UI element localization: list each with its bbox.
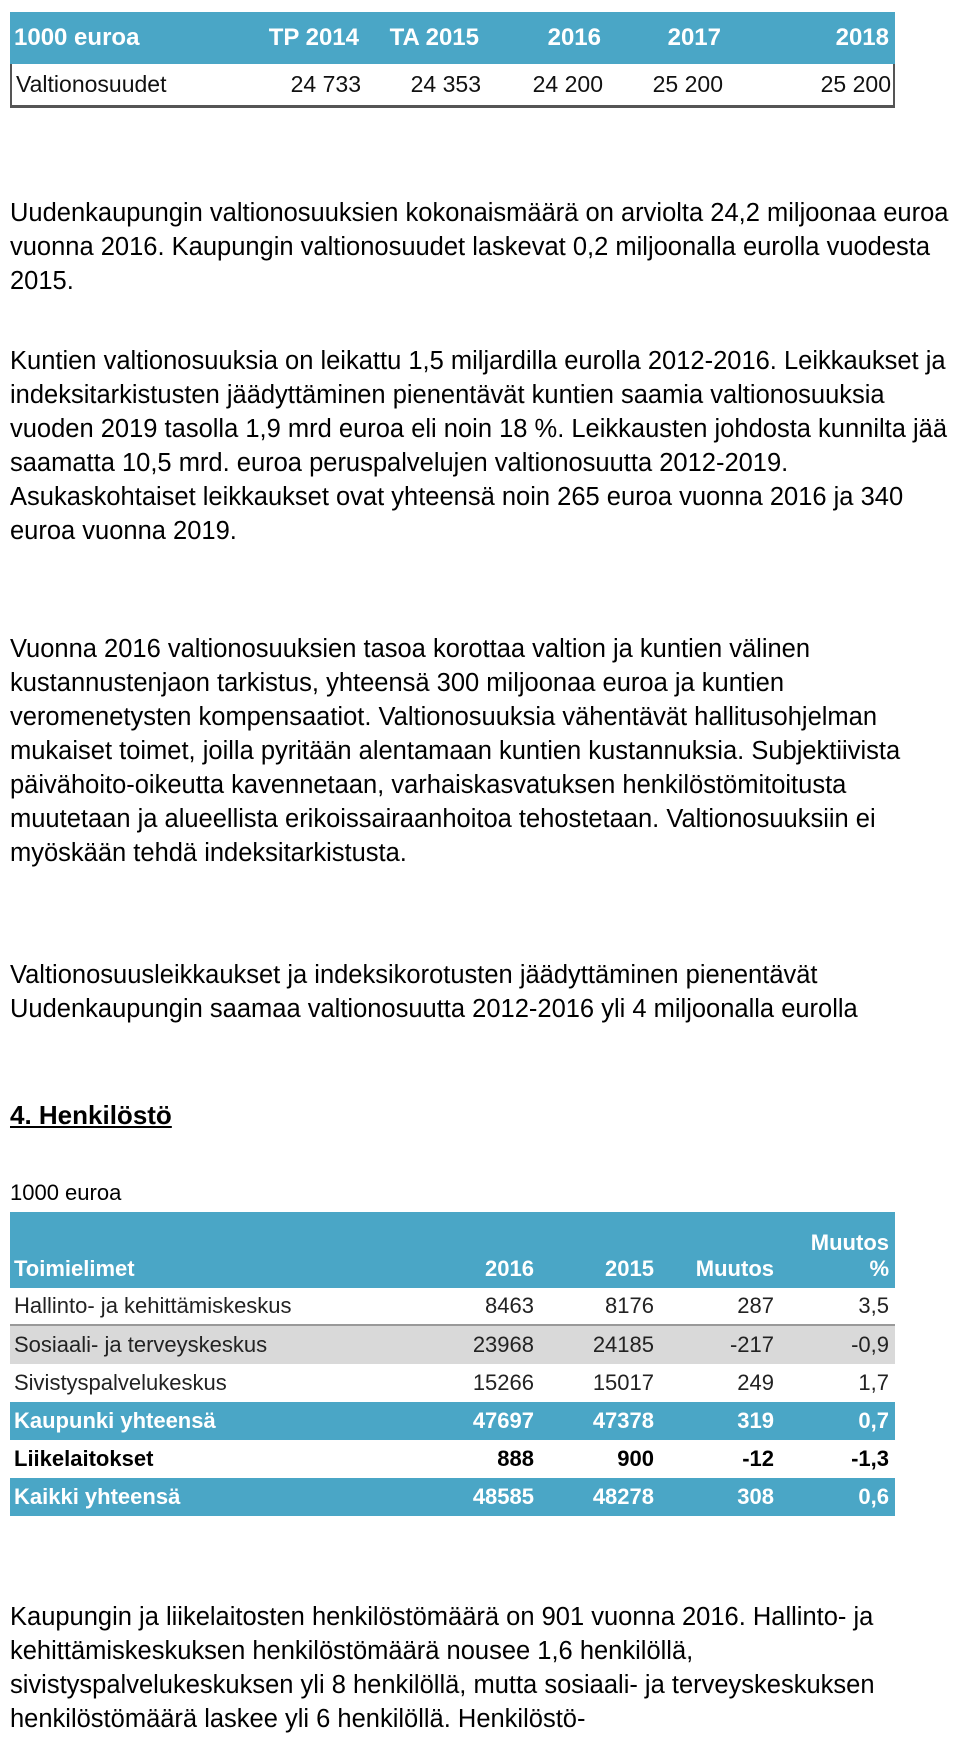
row-label: Kaikki yhteensä xyxy=(14,1484,181,1509)
cell: 8463 xyxy=(485,1293,534,1318)
state-aid-table-header xyxy=(10,12,895,64)
row-label: Valtionosuudet xyxy=(16,71,167,97)
cell: -0,9 xyxy=(851,1332,889,1357)
table-row xyxy=(10,1288,895,1326)
table-row-grand-total xyxy=(10,1478,895,1516)
row-label: Kaupunki yhteensä xyxy=(14,1408,216,1433)
row-label: Sivistyspalvelukeskus xyxy=(14,1370,227,1395)
header-cell-percent-line2: % xyxy=(869,1256,889,1281)
cell: 23968 xyxy=(472,1332,534,1357)
cell: 25 200 xyxy=(652,71,723,97)
cell: 888 xyxy=(497,1446,534,1471)
header-cell: 2015 xyxy=(605,1256,654,1281)
table-row xyxy=(10,64,895,108)
table-row xyxy=(10,1364,895,1402)
cell: 24185 xyxy=(592,1332,654,1357)
cell: 0,6 xyxy=(858,1484,889,1509)
header-cell: 2016 xyxy=(547,24,601,51)
cell: 308 xyxy=(737,1484,774,1509)
cell: 48278 xyxy=(592,1484,654,1509)
cell: 47697 xyxy=(472,1408,534,1433)
paragraph: Kuntien valtionosuuksia on leikattu 1,5 miljardilla eurolla 2012-2016. Leikkaukset ja indeksitarkistusten jäädyttäminen pienentävät kuntien saamia valtionosuuksia vuoden 2019 tasolla 1,9 mrd euroa eli noin 18 %. Leikkausten johdosta kunnilta jää saamatta 10,5 mrd. euroa peruspalvelujen valtionosuutta 2012-2019. Asukaskohtaiset leikkaukset ovat yhteensä noin 265 euroa vuonna 2016 ja 340 euroa vuonna 2019. xyxy=(10,347,948,545)
cell: 3,5 xyxy=(858,1293,889,1318)
row-label: Sosiaali- ja terveyskeskus xyxy=(14,1332,268,1357)
row-label: Liikelaitokset xyxy=(14,1446,154,1471)
cell: 319 xyxy=(737,1408,774,1433)
header-cell: Muutos xyxy=(695,1256,774,1281)
cell: 8176 xyxy=(605,1293,654,1318)
cell: 1,7 xyxy=(858,1370,889,1395)
cell: 24 200 xyxy=(532,71,603,97)
personnel-table-header xyxy=(10,1212,895,1288)
cell: 24 733 xyxy=(290,71,361,97)
header-cell: Toimielimet xyxy=(14,1256,135,1281)
cell: 24 353 xyxy=(410,71,481,97)
table-unit-label: 1000 euroa xyxy=(10,1180,122,1205)
header-cell: 2017 xyxy=(667,24,721,51)
header-cell: 2018 xyxy=(835,24,889,51)
section-heading: 4. Henkilöstö xyxy=(10,1100,172,1130)
paragraph: Uudenkaupungin valtionosuuksien kokonaismäärä on arviolta 24,2 miljoonaa euroa vuonna 2016. Kaupungin valtionosuudet laskevat 0,2 miljoonalla eurolla vuodesta 2015. xyxy=(10,199,949,295)
cell: 900 xyxy=(617,1446,654,1471)
table-row xyxy=(10,1326,895,1364)
cell: -1,3 xyxy=(851,1446,889,1471)
header-cell: 2016 xyxy=(485,1256,534,1281)
cell: 287 xyxy=(737,1293,774,1318)
cell: 48585 xyxy=(472,1484,534,1509)
header-cell: TA 2015 xyxy=(389,24,479,51)
cell: 0,7 xyxy=(858,1408,889,1433)
cell: 15017 xyxy=(592,1370,654,1395)
cell: -12 xyxy=(742,1446,774,1471)
row-label: Hallinto- ja kehittämiskeskus xyxy=(14,1293,292,1318)
paragraph: Valtionosuusleikkaukset ja indeksikorotusten jäädyttäminen pienentävät Uudenkaupungin saamaa valtionosuutta 2012-2016 yli 4 miljoonalla eurolla xyxy=(10,961,858,1023)
header-cell: TP 2014 xyxy=(268,24,359,51)
header-cell-percent xyxy=(780,1230,895,1288)
paragraph: Kaupungin ja liikelaitosten henkilöstömäärä on 901 vuonna 2016. Hallinto- ja kehittämiskeskuksen henkilöstömäärä nousee 1,6 henkilöllä, sivistyspalvelukeskuksen yli 8 henkilöllä, mutta sosiaali- ja terveyskeskuksen henkilöstömäärä laskee yli 6 henkilöllä. Henkilöstö- xyxy=(10,1603,875,1733)
header-cell: 1000 euroa xyxy=(14,24,140,51)
header-cell-percent-line1: Muutos xyxy=(810,1230,889,1255)
cell: 47378 xyxy=(592,1408,654,1433)
cell: 15266 xyxy=(472,1370,534,1395)
cell: 25 200 xyxy=(820,71,891,97)
paragraph: Vuonna 2016 valtionosuuksien tasoa korottaa valtion ja kuntien välinen kustannustenjaon tarkistus, yhteensä 300 miljoonaa euroa ja kuntien veromenetysten kompensaatiot. Valtionosuuksia vähentävät hallitusohjelman mukaiset toimet, joilla pyritään alentamaan kuntien kustannuksia. Subjektiivista päivähoito-oikeutta kavennetaan, varhaiskasvatuksen henkilöstömitoitusta muutetaan ja alueellista erikoissairaanhoitoa tehostetaan. Valtionosuuksiin ei myöskään tehdä indeksitarkistusta. xyxy=(10,635,901,867)
state-aid-table xyxy=(10,12,895,108)
table-row xyxy=(10,1440,895,1478)
cell: 249 xyxy=(737,1370,774,1395)
personnel-table xyxy=(10,1212,895,1516)
cell: -217 xyxy=(729,1332,774,1357)
table-row-total xyxy=(10,1402,895,1440)
